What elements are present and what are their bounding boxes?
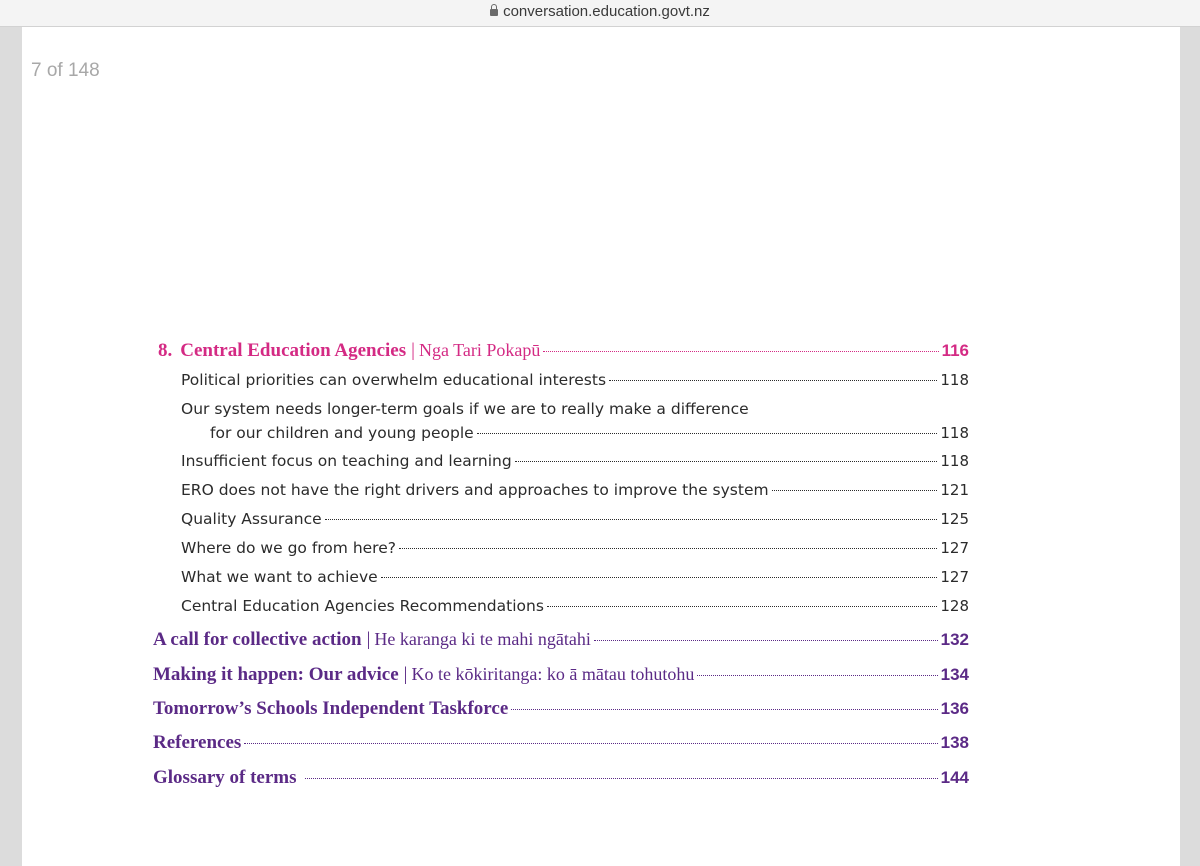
page-number: 138 (940, 733, 969, 752)
subitem-title: Quality Assurance (181, 510, 322, 528)
dot-leader (543, 351, 938, 352)
toc-subitem[interactable] (181, 568, 969, 586)
entry-title: Tomorrow’s Schools Independent Taskforce (153, 698, 509, 719)
dot-leader (381, 577, 938, 578)
page-number: 136 (940, 699, 969, 718)
toc-subitem[interactable] (210, 424, 969, 442)
page-number: 118 (940, 371, 969, 389)
section-title: Central Education Agencies (180, 340, 407, 361)
toc-subitem-line-1[interactable]: Our system needs longer-term goals if we are to really make a difference (181, 400, 749, 418)
dot-leader (305, 778, 938, 779)
title-separator: | (403, 664, 408, 685)
toc-entry-taskforce[interactable] (153, 698, 969, 720)
lock-icon (490, 9, 498, 16)
dot-leader (594, 640, 938, 641)
section-maori-title: Nga Tari Pokapū (418, 340, 541, 360)
subitem-title: Central Education Agencies Recommendations (181, 597, 544, 615)
toc-subitem[interactable] (181, 481, 969, 499)
toc-entry-making-it-happen[interactable] (153, 664, 969, 686)
dot-leader (477, 433, 938, 434)
entry-title: References (153, 732, 242, 753)
dot-leader (609, 380, 937, 381)
entry-title: A call for collective action (153, 629, 362, 650)
dot-leader (772, 490, 938, 491)
toc-entry-references[interactable] (153, 732, 969, 754)
dot-leader (547, 606, 937, 607)
dot-leader (511, 709, 937, 710)
toc-entry-glossary[interactable] (153, 767, 969, 789)
toc-entry-section-8[interactable] (158, 340, 969, 362)
toc-subitem[interactable] (181, 510, 969, 528)
subitem-title: What we want to achieve (181, 568, 378, 586)
url-display[interactable] (0, 3, 1200, 20)
title-separator: | (411, 340, 415, 361)
subitem-title: ERO does not have the right drivers and approaches to improve the system (181, 481, 769, 499)
page-number: 125 (940, 510, 969, 528)
dot-leader (399, 548, 937, 549)
page-indicator: 7 of 148 (31, 60, 100, 81)
dot-leader (325, 519, 938, 520)
page-number: 127 (940, 539, 969, 557)
subitem-title: Political priorities can overwhelm educational interests (181, 371, 607, 389)
page-number: 121 (940, 481, 969, 499)
subitem-title-continued: for our children and young people (210, 424, 474, 442)
dot-leader (244, 743, 937, 744)
page-number: 118 (940, 424, 969, 442)
toc-subitem[interactable] (181, 371, 969, 389)
section-number: 8. (158, 340, 173, 361)
page-number: 127 (940, 568, 969, 586)
page-number: 132 (940, 630, 969, 649)
browser-address-bar[interactable] (0, 0, 1200, 27)
title-separator: | (366, 629, 371, 650)
dot-leader (697, 675, 937, 676)
entry-title: Glossary of terms (153, 767, 297, 788)
subitem-title: Insufficient focus on teaching and learning (181, 452, 512, 470)
page-number: 144 (940, 768, 969, 787)
subitem-title: Where do we go from here? (181, 539, 396, 557)
entry-title: Making it happen: Our advice (153, 664, 399, 685)
entry-maori-title: He karanga ki te mahi ngātahi (374, 629, 591, 649)
toc-entry-collective-action[interactable] (153, 629, 969, 651)
toc-subitem[interactable] (181, 597, 969, 615)
entry-maori-title: Ko te kōkiritanga: ko ā mātau tohutohu (411, 664, 695, 684)
page-number: 116 (941, 341, 969, 360)
toc-subitem[interactable] (181, 452, 969, 470)
toc-subitem[interactable] (181, 539, 969, 557)
url-text: conversation.education.govt.nz (503, 3, 710, 20)
page-number: 118 (940, 452, 969, 470)
page-number: 128 (940, 597, 969, 615)
page-number: 134 (940, 665, 969, 684)
dot-leader (515, 461, 938, 462)
